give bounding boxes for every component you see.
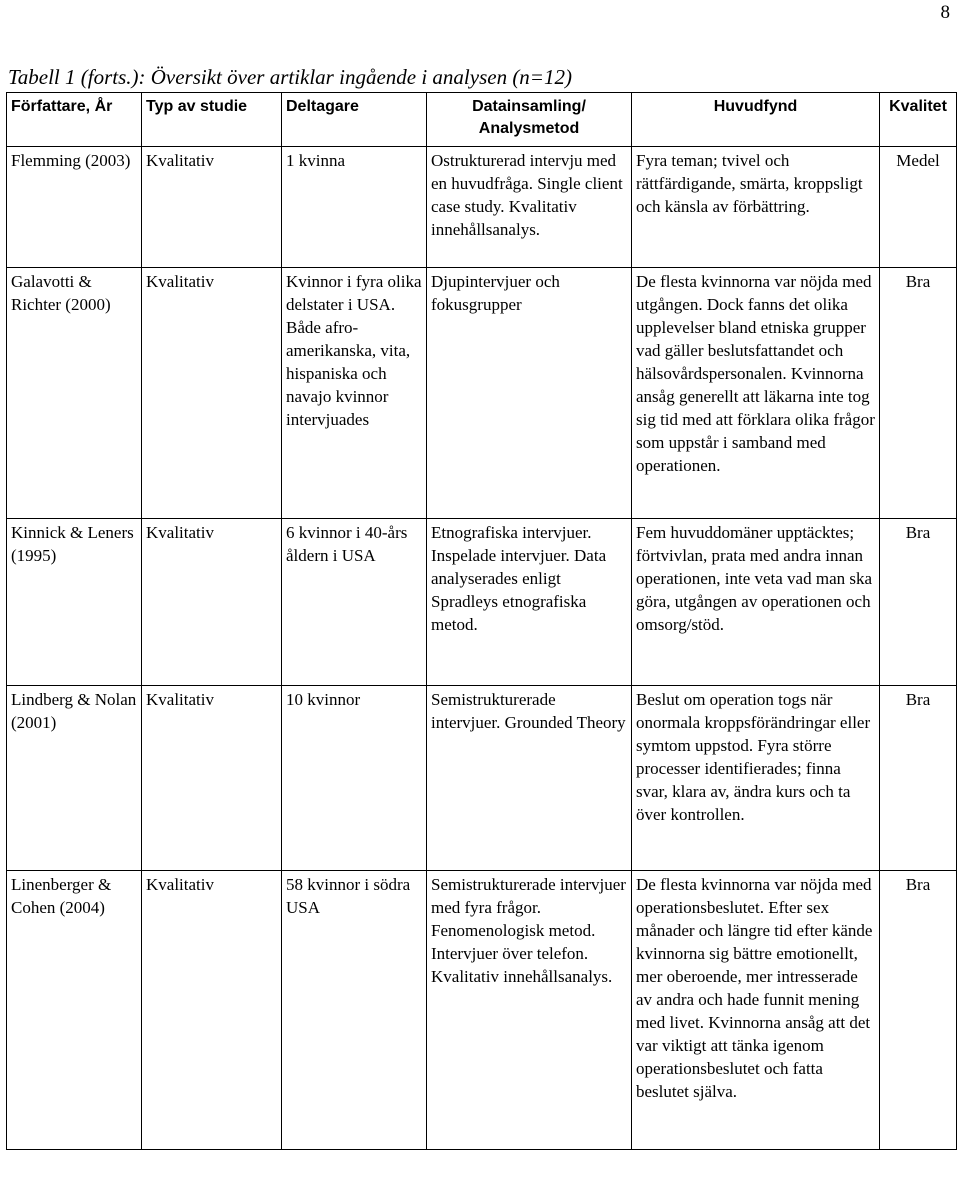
- cell-author: Flemming (2003): [7, 147, 142, 268]
- cell-author: Lindberg & Nolan (2001): [7, 686, 142, 871]
- page-number: 8: [940, 2, 950, 23]
- cell-quality: Bra: [880, 871, 957, 1150]
- table-header-row: [7, 93, 957, 147]
- cell-main-findings: De flesta kvinnorna var nöjda med operationsbeslutet. Efter sex månader och längre tid efter kände kvinnorna sig bättre emotionellt, mer oberoende, mer intresserade av andra och hade funnit mening med livet. Kvinnorna ansåg att det var viktigt att tänka igenom operationsbeslutet och fatta beslutet själva.: [632, 871, 880, 1150]
- cell-main-findings: Beslut om operation togs när onormala kroppsförändringar eller symtom uppstod. Fyra större processer identifierades; finna svar, klara av, ändra kurs och ta över kontrollen.: [632, 686, 880, 871]
- cell-participants: 58 kvinnor i södra USA: [282, 871, 427, 1150]
- cell-main-findings: Fem huvuddomäner upptäcktes; förtvivlan, prata med andra innan operationen, inte veta vad man ska göra, utgången av operationen och omsorg/stöd.: [632, 519, 880, 686]
- cell-quality: Bra: [880, 268, 957, 519]
- cell-data-collection: Ostrukturerad intervju med en huvudfråga. Single client case study. Kvalitativ innehållsanalys.: [427, 147, 632, 268]
- cell-study-type: Kvalitativ: [142, 686, 282, 871]
- cell-study-type: Kvalitativ: [142, 871, 282, 1150]
- cell-participants: 1 kvinna: [282, 147, 427, 268]
- cell-participants: 10 kvinnor: [282, 686, 427, 871]
- cell-study-type: Kvalitativ: [142, 147, 282, 268]
- cell-author: Kinnick & Leners (1995): [7, 519, 142, 686]
- table-row: [7, 871, 957, 1150]
- cell-author: Galavotti & Richter (2000): [7, 268, 142, 519]
- cell-participants: Kvinnor i fyra olika delstater i USA. Både afro-amerikanska, vita, hispaniska och navajo kvinnor intervjuades: [282, 268, 427, 519]
- table-row: [7, 519, 957, 686]
- table-row: [7, 147, 957, 268]
- header-data-collection: Datainsamling/ Analysmetod: [427, 93, 632, 147]
- header-main-findings: Huvudfynd: [632, 93, 880, 147]
- table-row: [7, 268, 957, 519]
- header-author: Författare, År: [7, 93, 142, 147]
- cell-quality: Bra: [880, 519, 957, 686]
- header-quality: Kvalitet: [880, 93, 957, 147]
- cell-participants: 6 kvinnor i 40-års åldern i USA: [282, 519, 427, 686]
- cell-data-collection: Semistrukturerade intervjuer. Grounded Theory: [427, 686, 632, 871]
- table-caption: Tabell 1 (forts.): Översikt över artiklar ingående i analysen (n=12): [8, 65, 572, 89]
- articles-table: [6, 92, 957, 1150]
- cell-quality: Bra: [880, 686, 957, 871]
- cell-quality: Medel: [880, 147, 957, 268]
- cell-main-findings: De flesta kvinnorna var nöjda med utgången. Dock fanns det olika upplevelser bland etniska grupper vad gäller beslutsfattandet och hälsovårdspersonalen. Kvinnorna ansåg generellt att läkarna inte tog sig tid med att förklara olika frågor som uppstår i samband med operationen.: [632, 268, 880, 519]
- cell-main-findings: Fyra teman; tvivel och rättfärdigande, smärta, kroppsligt och känsla av förbättring.: [632, 147, 880, 268]
- header-study-type: Typ av studie: [142, 93, 282, 147]
- cell-study-type: Kvalitativ: [142, 268, 282, 519]
- cell-study-type: Kvalitativ: [142, 519, 282, 686]
- cell-author: Linenberger & Cohen (2004): [7, 871, 142, 1150]
- cell-data-collection: Djupintervjuer och fokusgrupper: [427, 268, 632, 519]
- header-participants: Deltagare: [282, 93, 427, 147]
- table-row: [7, 686, 957, 871]
- cell-data-collection: Etnografiska intervjuer. Inspelade intervjuer. Data analyserades enligt Spradleys etnografiska metod.: [427, 519, 632, 686]
- cell-data-collection: Semistrukturerade intervjuer med fyra frågor. Fenomenologisk metod. Intervjuer över telefon. Kvalitativ innehållsanalys.: [427, 871, 632, 1150]
